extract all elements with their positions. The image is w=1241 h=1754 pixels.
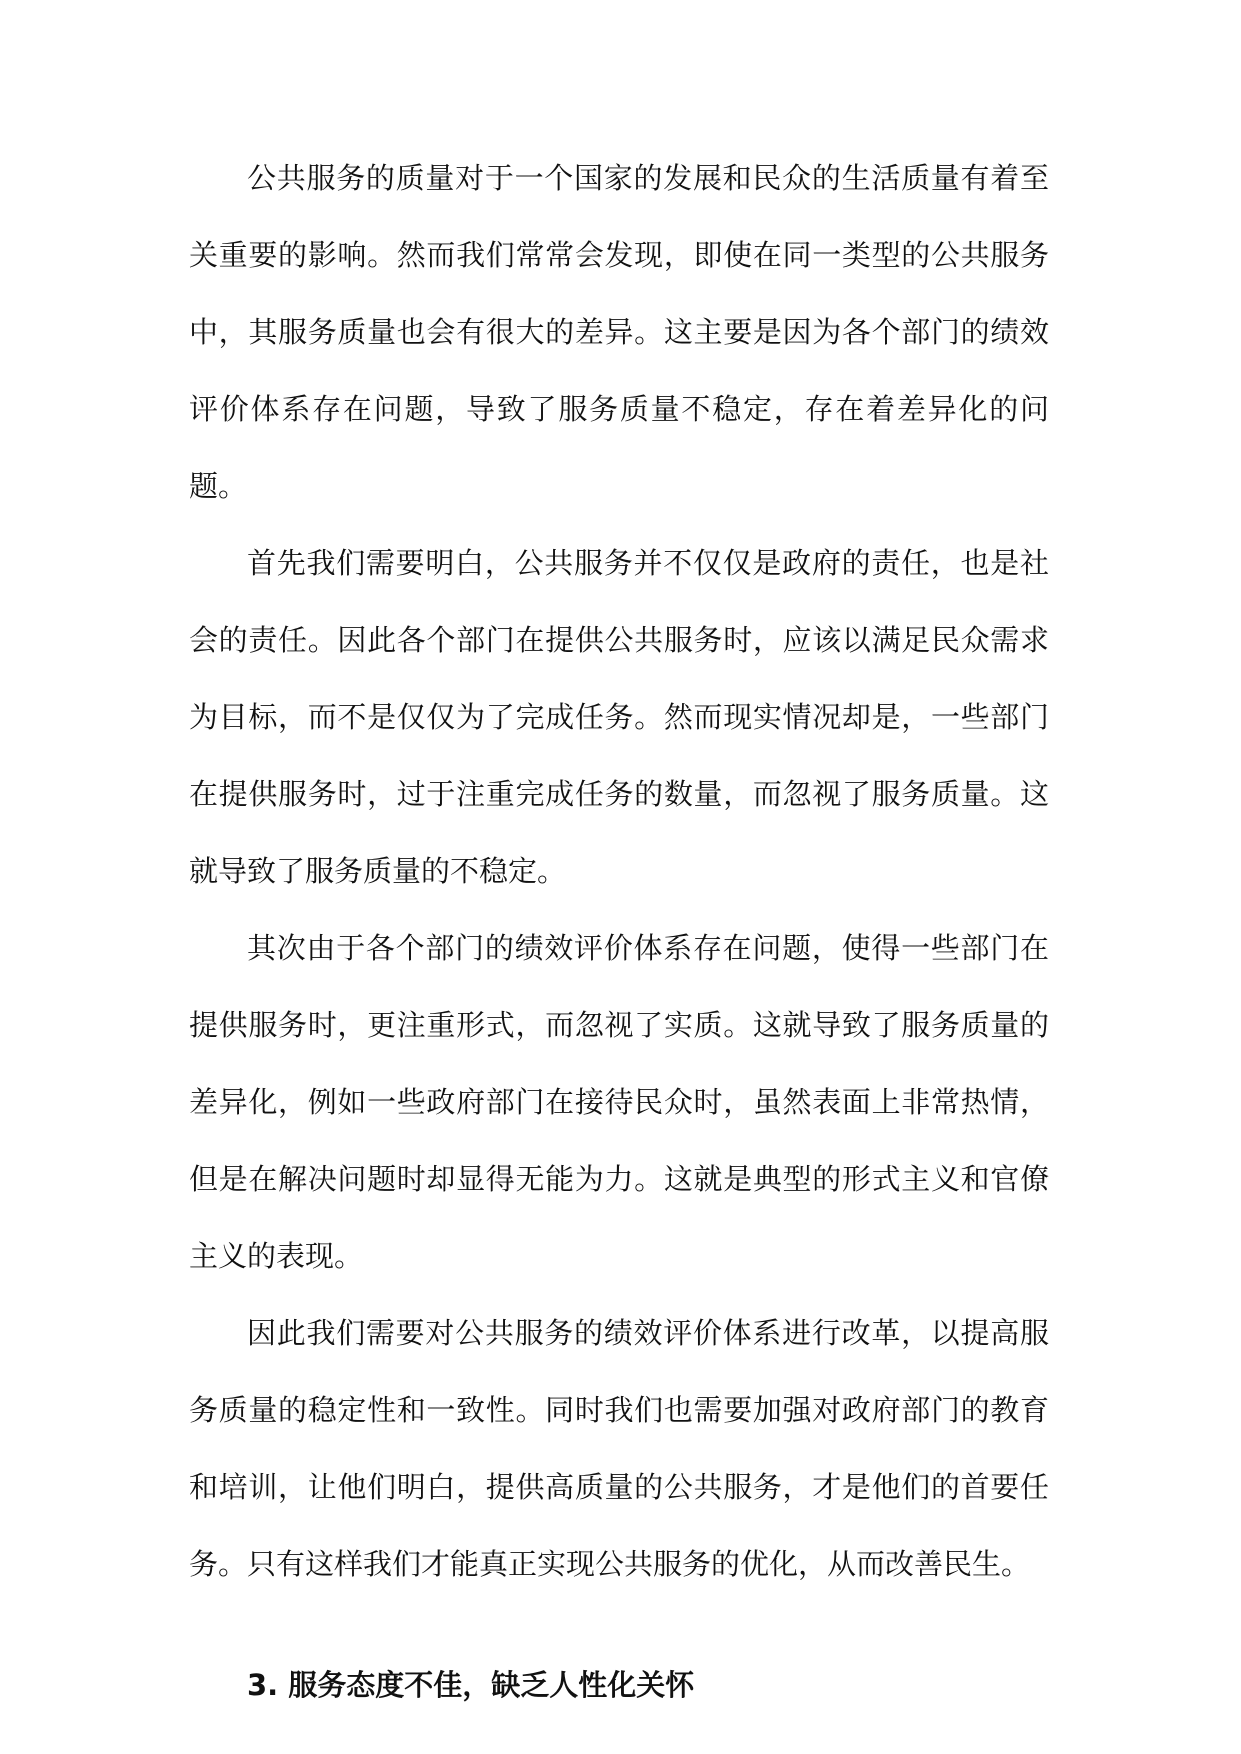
paragraph-1: 公共服务的质量对于一个国家的发展和民众的生活质量有着至关重要的影响。然而我们常常会发现，即使在同一类型的公共服务中，其服务质量也会有很大的差异。这主要是因为各个部门的绩效评价体系存在问题，导致了服务质量不稳定，存在着差异化的问题。 [189, 161, 1049, 503]
paragraph-3: 其次由于各个部门的绩效评价体系存在问题，使得一些部门在提供服务时，更注重形式，而忽视了实质。这就导致了服务质量的差异化，例如一些政府部门在接待民众时，虽然表面上非常热情，但是在解决问题时却显得无能为力。这就是典型的形式主义和官僚主义的表现。 [189, 931, 1049, 1273]
document-body [189, 140, 1049, 1724]
section-heading: 3. 服务态度不佳，缺乏人性化关怀 [247, 1668, 695, 1702]
paragraph-4: 因此我们需要对公共服务的绩效评价体系进行改革，以提高服务质量的稳定性和一致性。同时我们也需要加强对政府部门的教育和培训，让他们明白，提供高质量的公共服务，才是他们的首要任务。只有这样我们才能真正实现公共服务的优化，从而改善民生。 [189, 1316, 1049, 1581]
paragraph-2: 首先我们需要明白，公共服务并不仅仅是政府的责任，也是社会的责任。因此各个部门在提供公共服务时，应该以满足民众需求为目标，而不是仅仅为了完成任务。然而现实情况却是，一些部门在提供服务时，过于注重完成任务的数量，而忽视了服务质量。这就导致了服务质量的不稳定。 [189, 546, 1049, 888]
